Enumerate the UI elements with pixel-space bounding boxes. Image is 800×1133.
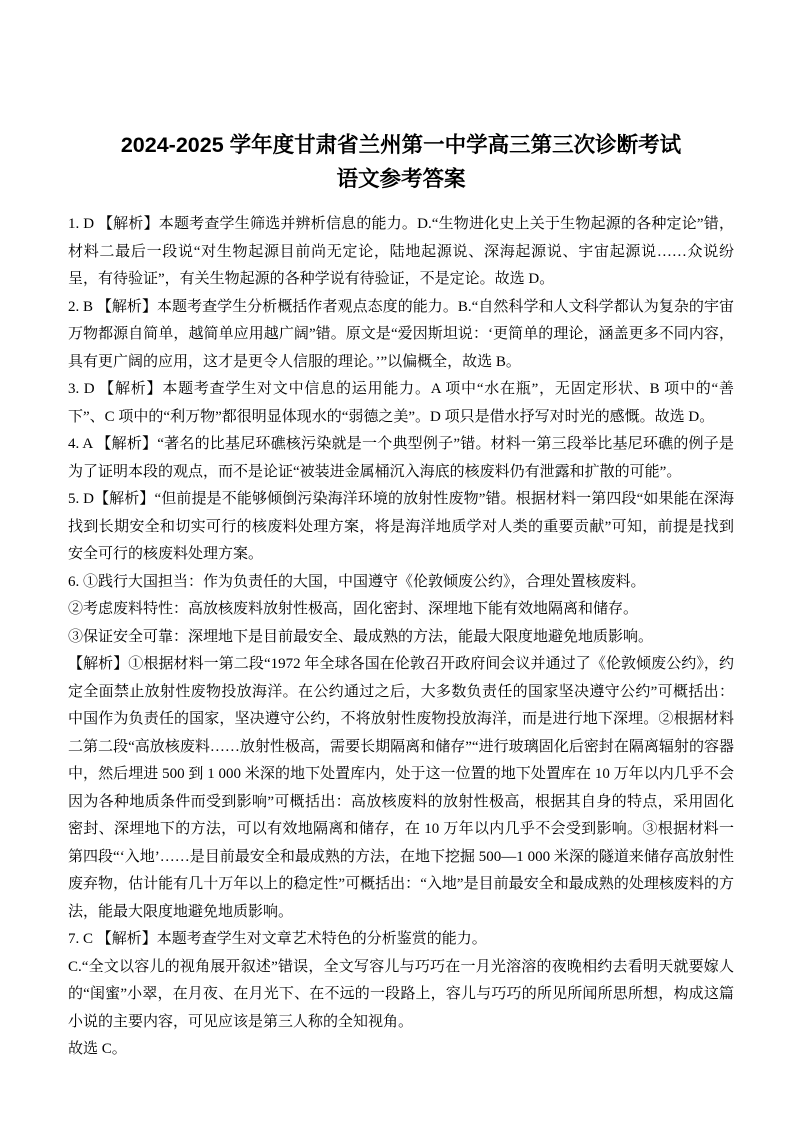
document-title-line1: 2024-2025 学年度甘肃省兰州第一中学高三第三次诊断考试 <box>120 133 682 157</box>
answer-paragraph-q2: 2. B 【解析】本题考查学生分析概括作者观点态度的能力。B.“自然科学和人文科学都认为复杂的宇宙万物都源自简单，越简单应用越广阔”错。原文是“爱因斯坦说：‘更简单的理论，涵盖更多不同内容，具有更广阔的应用，这才是更令人信服的理论。’”以偏概全，故选 B。 <box>68 298 734 370</box>
answer-paragraph-q7-conclusion: 故选 C。 <box>68 1041 127 1057</box>
answer-paragraph-q7: 7. C 【解析】本题考查学生对文章艺术特色的分析鉴赏的能力。 <box>68 931 487 947</box>
answer-paragraph-q6-point1: 6. ①践行大国担当：作为负责任的大国，中国遵守《伦敦倾废公约》，合理处置核废料。 <box>68 573 646 590</box>
document-title <box>68 128 734 196</box>
answer-paragraph-q5: 5. D【解析】“但前提是不能够倾倒污染海洋环境的放射性废物”错。根据材料一第四段“如果能在深海找到长期安全和切实可行的核废料处理方案，将是海洋地质学对人类的重要贡献”可知，前提是找到安全可行的核废料处理方案。 <box>68 491 734 562</box>
answer-paragraph-q3: 3. D 【解析】本题考查学生对文中信息的运用能力。A 项中“水在瓶”，无固定形状、B 项中的“善下”、C 项中的“利万物”都很明显体现水的“弱德之美”。D 项只是借水抒写对时光的感慨。故选 D。 <box>68 381 734 425</box>
document-title-line2: 语文参考答案 <box>336 167 466 191</box>
answer-paragraph-q6-point3: ③保证安全可靠：深埋地下是目前最安全、最成熟的方法，能最大限度地避免地质影响。 <box>68 628 654 645</box>
answers-content <box>68 211 734 1064</box>
answer-paragraph-q1: 1. D 【解析】本题考查学生筛选并辨析信息的能力。D.“生物进化史上关于生物起源的各种定论”错，材料二最后一段说“对生物起源目前尚无定论，陆地起源说、深海起源说、宇宙起源说……众说纷呈，有待验证”，有关生物起源的各种学说有待验证，不是定论。故选 D。 <box>68 216 734 287</box>
answer-paragraph-q7-explanation: C.“全文以容儿的视角展开叙述”错误，全文写容儿与巧巧在一月光溶溶的夜晚相约去看明天就要嫁人的“闺蜜”小翠，在月夜、在月光下、在不远的一段路上，容儿与巧巧的所见所闻所思所想，构成这篇小说的主要内容，可见应该是第三人称的全知视角。 <box>68 958 734 1030</box>
answer-paragraph-q6-analysis: 【解析】①根据材料一第二段“1972 年全球各国在伦敦召开政府间会议并通过了《伦敦倾废公约》，约定全面禁止放射性废物投放海洋。在公约通过之后，大多数负责任的国家坚决遵守公约”可概括出：中国作为负责任的国家，坚决遵守公约，不将放射性废物投放海洋，而是进行地下深埋。②根据材料二第二段“高放核废料……放射性极高，需要长期隔离和储存”“进行玻璃固化后密封在隔离辐射的容器中，然后埋进 500 到 1 000 米深的地下处置库内，处于这一位置的地下处置库在 10 万年以内几乎不会因为各种地质条件而受到影响”可概括出：高放核废料的放射性极高，根据其自身的特点，采用固化密封、深埋地下的方法，可以有效地隔离和储存，在 10 万年以内几乎不会受到影响。③根据材料一第四段“‘入地’……是目前最安全和最成熟的方法，在地下挖掘 500—1 000 米深的隧道来储存高放射性废弃物，估计能有几十万年以上的稳定性”可概括出：“入地”是目前最安全和最成熟的处理核废料的方法，能最大限度地避免地质影响。 <box>68 656 734 920</box>
answer-paragraph-q4: 4. A 【解析】“著名的比基尼环礁核污染就是一个典型例子”错。材料一第三段举比基尼环礁的例子是为了证明本段的观点，而不是论证“被装进金属桶沉入海底的核废料仍有泄露和扩散的可能”。 <box>68 436 734 480</box>
answer-paragraph-q6-point2: ②考虑废料特性：高放核废料放射性极高，固化密封、深埋地下能有效地隔离和储存。 <box>68 601 639 617</box>
